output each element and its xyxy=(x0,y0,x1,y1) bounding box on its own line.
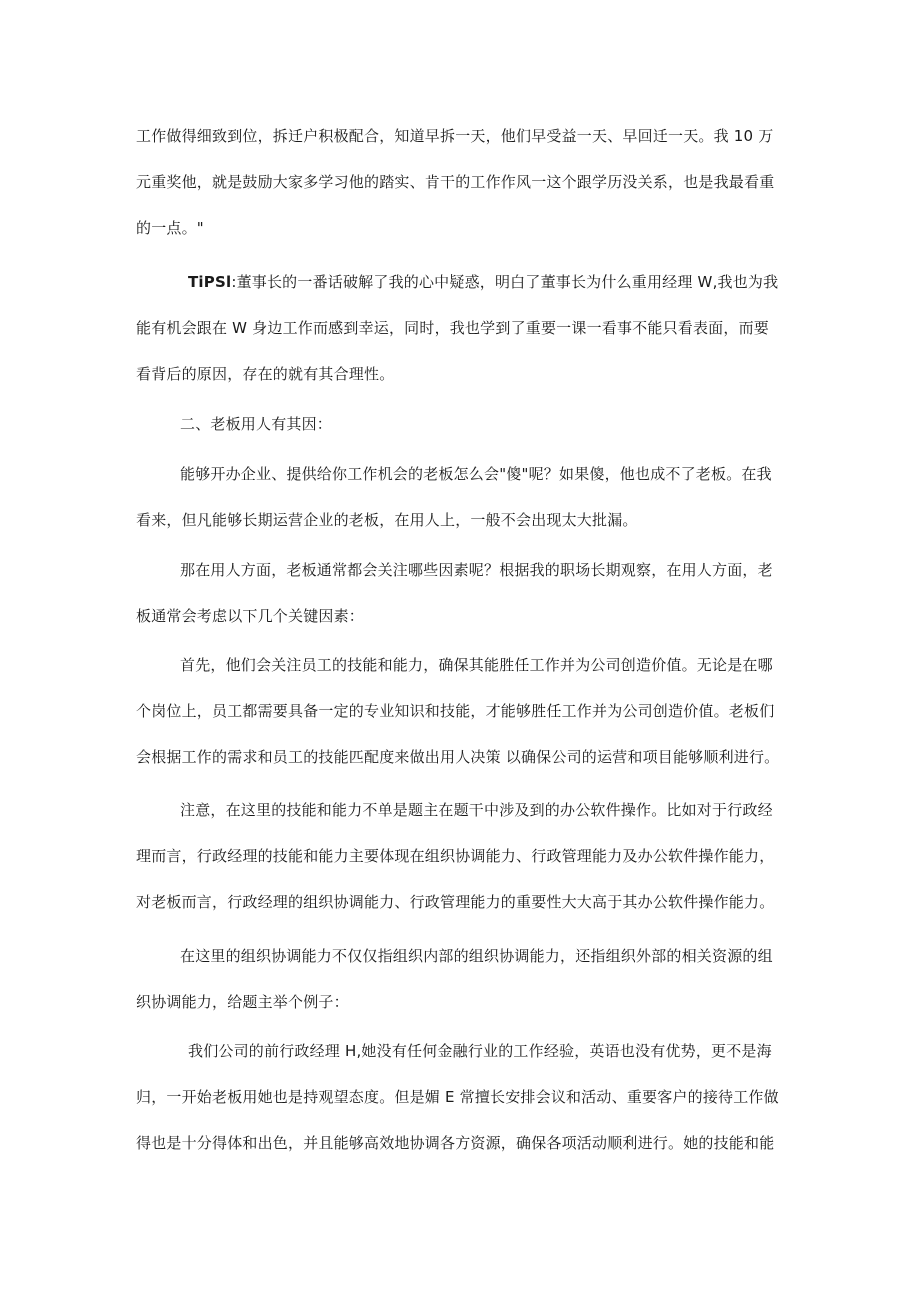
text-line: 我们公司的前行政经理 H,她没有任何金融行业的工作经验，英语也没有优势，更不是海 xyxy=(188,1042,772,1060)
text-line: 会根据工作的需求和员工的技能匹配度来做出用人决策 以确保公司的运营和项目能够顺利进行。 xyxy=(136,748,780,766)
paragraph-3 xyxy=(136,451,786,543)
paragraph-8 xyxy=(136,1028,786,1166)
section-heading xyxy=(136,401,786,447)
text-line: 在这里的组织协调能力不仅仅指组织内部的组织协调能力，还指组织外部的相关资源的组 xyxy=(180,947,773,965)
text-line: 看来，但凡能够长期运营企业的老板，在用人上，一般不会出现太大批漏。 xyxy=(136,511,638,529)
tips-label: TiPSl xyxy=(188,273,232,291)
text-line: 看背后的原因，存在的就有其合理性。 xyxy=(136,365,395,383)
paragraph-5 xyxy=(136,642,786,780)
text-line: 归，一开始老板用她也是持观望态度。但是媚 E 常擅长安排会议和活动、重要客户的接待工作做 xyxy=(136,1088,779,1106)
text-line: 个岗位上，员工都需要具备一定的专业知识和技能，才能够胜任工作并为公司创造价值。老板们 xyxy=(136,702,775,720)
paragraph-tips xyxy=(136,259,786,397)
text-line: 的一点。" xyxy=(136,219,204,237)
paragraph-6 xyxy=(136,787,786,925)
text-line: 对老板而言，行政经理的组织协调能力、行政管理能力的重要性大大高于其办公软件操作能力。 xyxy=(136,893,775,911)
text-line: 元重奖他，就是鼓励大家多学习他的踏实、肯干的工作作风一这个跟学历没关系，也是我最看重 xyxy=(136,173,775,191)
text-line: 那在用人方面，老板通常都会关注哪些因素呢？根据我的职场长期观察，在用人方面，老 xyxy=(180,561,773,579)
paragraph-7 xyxy=(136,933,786,1025)
text-line: 能够开办企业、提供给你工作机会的老板怎么会"傻"呢？如果傻，他也成不了老板。在我 xyxy=(180,465,772,483)
text-line: 得也是十分得体和出色，并且能够高效地协调各方资源，确保各项活动顺利进行。她的技能和能 xyxy=(136,1134,775,1152)
paragraph-1 xyxy=(136,113,786,251)
text-line: 理而言，行政经理的技能和能力主要体现在组织协调能力、行政管理能力及办公软件操作能力， xyxy=(136,847,775,865)
text-line: 织协调能力，给题主举个例子： xyxy=(136,993,349,1011)
text-line: 注意，在这里的技能和能力不单是题主在题干中涉及到的办公软件操作。比如对于行政经 xyxy=(180,801,773,819)
text-line: 首先，他们会关注员工的技能和能力，确保其能胜任工作并为公司创造价值。无论是在哪 xyxy=(180,656,773,674)
text-line: :董事长的一番话破解了我的心中疑惑，明白了董事长为什么重用经理 W,我也为我 xyxy=(231,273,779,291)
text-line-group xyxy=(136,259,786,305)
text-line: 板通常会考虑以下几个关键因素： xyxy=(136,607,365,625)
heading-text: 二、老板用人有其因： xyxy=(180,415,333,433)
text-line: 工作做得细致到位，拆迁户积极配合，知道早拆一天，他们早受益一天、早回迁一天。我 10 万 xyxy=(136,127,774,145)
paragraph-4 xyxy=(136,547,786,639)
text-line: 能有机会跟在 W 身边工作而感到幸运，同时，我也学到了重要一课一看事不能只看表面，而要 xyxy=(136,319,769,337)
